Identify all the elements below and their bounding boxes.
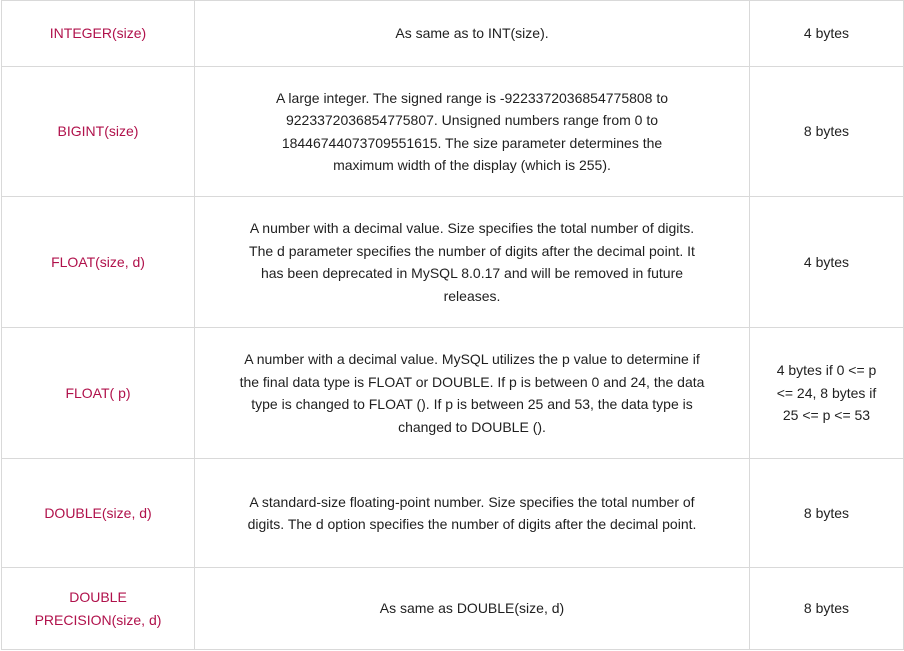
description-cell [195,568,750,650]
description-text: A standard-size floating-point number. Size specifies the total number of digits. The d option specifies the number of digits after the decimal point. [247,493,697,532]
table-row [2,1,904,67]
table-row [2,568,904,650]
storage-size: 8 bytes [803,504,850,521]
data-type-cell [2,67,195,197]
data-type-cell [2,197,195,328]
table-row [2,328,904,459]
storage-cell [750,1,904,67]
storage-size: 4 bytes [803,25,850,42]
data-type-name: DOUBLE PRECISION(size, d) [34,589,162,628]
storage-size: 4 bytes [803,253,850,270]
description-cell [195,328,750,459]
data-type-name: DOUBLE(size, d) [44,504,152,521]
storage-cell [750,197,904,328]
data-type-cell [2,328,195,459]
storage-cell [750,459,904,568]
table-row [2,459,904,568]
storage-size: 4 bytes if 0 <= p <= 24, 8 bytes if 25 <= p <= 53 [776,362,877,424]
data-type-name: INTEGER(size) [49,25,147,42]
description-cell [195,197,750,328]
storage-cell [750,568,904,650]
description-text: As same as DOUBLE(size, d) [379,600,565,617]
description-cell [195,459,750,568]
storage-size: 8 bytes [803,600,850,617]
data-type-name: BIGINT(size) [57,123,139,140]
data-type-cell [2,459,195,568]
description-text: A number with a decimal value. MySQL utilizes the p value to determine if the final data type is FLOAT or DOUBLE. If p is between 0 and 24, the data type is changed to FLOAT (). If p is between 25 and 53, the data type is changed to DOUBLE (). [239,351,705,435]
table-row [2,197,904,328]
table-row [2,67,904,197]
description-text: As same as to INT(size). [395,25,549,42]
data-type-cell [2,568,195,650]
data-types-table [1,0,904,650]
storage-size: 8 bytes [803,123,850,140]
description-cell [195,67,750,197]
data-type-name: FLOAT( p) [65,384,131,401]
storage-cell [750,67,904,197]
data-type-cell [2,1,195,67]
description-cell [195,1,750,67]
data-type-name: FLOAT(size, d) [51,253,145,270]
storage-cell [750,328,904,459]
description-text: A number with a decimal value. Size specifies the total number of digits. The d parameter specifies the number of digits after the decimal point. It has been deprecated in MySQL 8.0.17 and will be removed in future releases. [249,220,695,304]
description-text: A large integer. The signed range is -9223372036854775808 to 9223372036854775807. Unsigned numbers range from 0 to 18446744073709551615. The size parameter determines the maximum width of the display (which is 255). [275,89,669,173]
